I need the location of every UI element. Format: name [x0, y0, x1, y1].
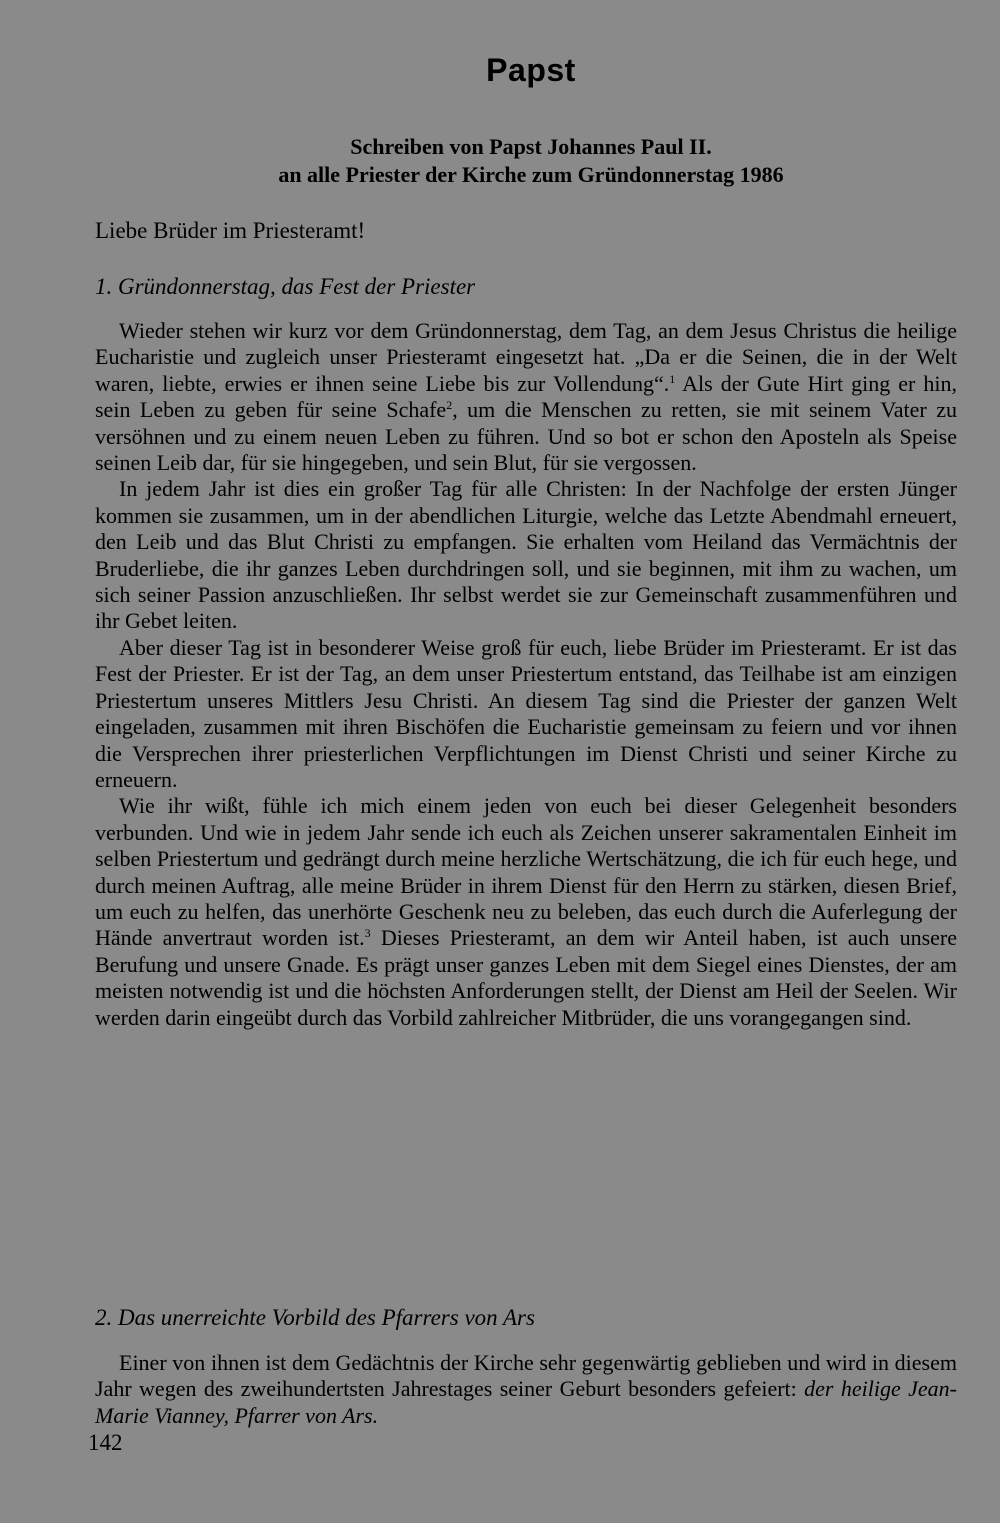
paragraph-1-text-c: , um die Menschen zu retten, sie mit seinem Vater zu versöhnen und zu einem neuen Leben zu führen. Und so bot er schon den Aposteln als Speise seinen Leib dar, für sie hingegeben, und sein Blut, für sie vergossen. — [95, 397, 957, 476]
section-1-title: 1. Gründonnerstag, das Fest der Priester — [95, 274, 476, 299]
paragraph-1 — [95, 318, 957, 476]
letter-heading-line-1: Schreiben von Papst Johannes Paul II. — [350, 134, 712, 159]
paragraph-4-text-a: Wie ihr wißt, fühle ich mich einem jeden von euch bei dieser Gelegenheit besonders verbunden. Und wie in jedem Jahr sende ich euch als Zeichen unserer sakramentalen Einheit im selben Priestertum und gedrängt durch meine herzliche Wertschätzung, die ich für euch hege, und durch meinen Auftrag, alle meine Brüder in ihrem Dienst für den Herrn zu stärken, diesen Brief, um euch zu helfen, das unerhörte Geschenk neu zu beleben, das euch durch die Auferlegung der Hände anvertraut worden ist. — [95, 793, 957, 951]
letter-heading-line-2: an alle Priester der Kirche zum Gründonnerstag 1986 — [278, 162, 784, 187]
footnote-marker-1[interactable]: 1 — [669, 371, 676, 386]
paragraph-1-text-a: Wieder stehen wir kurz vor dem Gründonnerstag, dem Tag, an dem Jesus Christus die heilige Eucharistie und zugleich unser Priesteramt eingesetzt hat. „Da er die Seinen, die in der Welt waren, liebte, erwies er ihnen seine Liebe bis zur Vollendung“. — [95, 318, 957, 396]
section-1-body — [95, 318, 957, 1031]
paragraph-4-text-b: Dieses Priesteramt, an dem wir Anteil haben, ist auch unsere Berufung und unsere Gnade. Es prägt unser ganzes Leben mit dem Siegel eines Dienstes, der am meisten notwendig ist und die höchsten Anforderungen stellt, der Dienst am Heil der Seelen. Wir werden darin eingeübt durch das Vorbild zahlreicher Mitbrüder, die uns vorangegangen sind. — [95, 925, 957, 1030]
section-2-body — [95, 1350, 957, 1429]
paragraph-3: Aber dieser Tag ist in besonderer Weise groß für euch, liebe Brüder im Priesteramt. Er ist das Fest der Priester. Er ist der Tag, an dem unser Priestertum entstand, das Teilhabe ist am einzigen Priestertum unseres Mittlers Jesu Christi. An diesem Tag sind die Priester der ganzen Welt eingeladen, zusammen mit ihren Bischöfen die Eucharistie gemeinsam zu feiern und vor ihnen die Versprechen ihrer priesterlichen Verpflichtungen im Dienst Christi und seiner Kirche zu erneuern. — [95, 634, 957, 792]
paragraph-2: In jedem Jahr ist dies ein großer Tag für alle Christen: In der Nachfolge der ersten Jünger kommen sie zusammen, um in der abendlichen Liturgie, welche das Letzte Abendmahl erneuert, den Leib und das Blut Christi zu empfangen. Sie erhalten vom Heiland das Vermächtnis der Bruderliebe, die ihr ganzes Leben durchdringen soll, und sie beginnen, mit ihm zu wachen, um sich seiner Passion anzuschließen. Ihr selbst werdet sie zur Gemeinschaft zusammenführen und ihr Gebet leiten. — [95, 476, 957, 634]
footnote-marker-2[interactable]: 2 — [446, 398, 453, 413]
section-2-title: 2. Das unerreichte Vorbild des Pfarrers von Ars — [95, 1305, 535, 1330]
paragraph-5 — [95, 1350, 957, 1429]
section-title: Papst — [486, 52, 576, 88]
paragraph-1-text-b: Als der Gute Hirt ging er hin, sein Leben zu geben für seine Schafe — [95, 370, 957, 423]
paragraph-4 — [95, 793, 957, 1031]
footnote-marker-3[interactable]: 3 — [364, 926, 371, 941]
page-number: 142 — [88, 1430, 123, 1455]
letter-heading — [0, 133, 1000, 189]
salutation: Liebe Brüder im Priesteramt! — [95, 218, 366, 243]
paragraph-5-emphasis: der heilige Jean-Marie Vianney, Pfarrer von Ars. — [95, 1376, 957, 1428]
paragraph-5-text: Einer von ihnen ist dem Gedächtnis der Kirche sehr gegenwärtig geblieben und wird in diesem Jahr wegen des zweihundertsten Jahrestages seiner Geburt besonders gefeiert: — [95, 1350, 957, 1402]
